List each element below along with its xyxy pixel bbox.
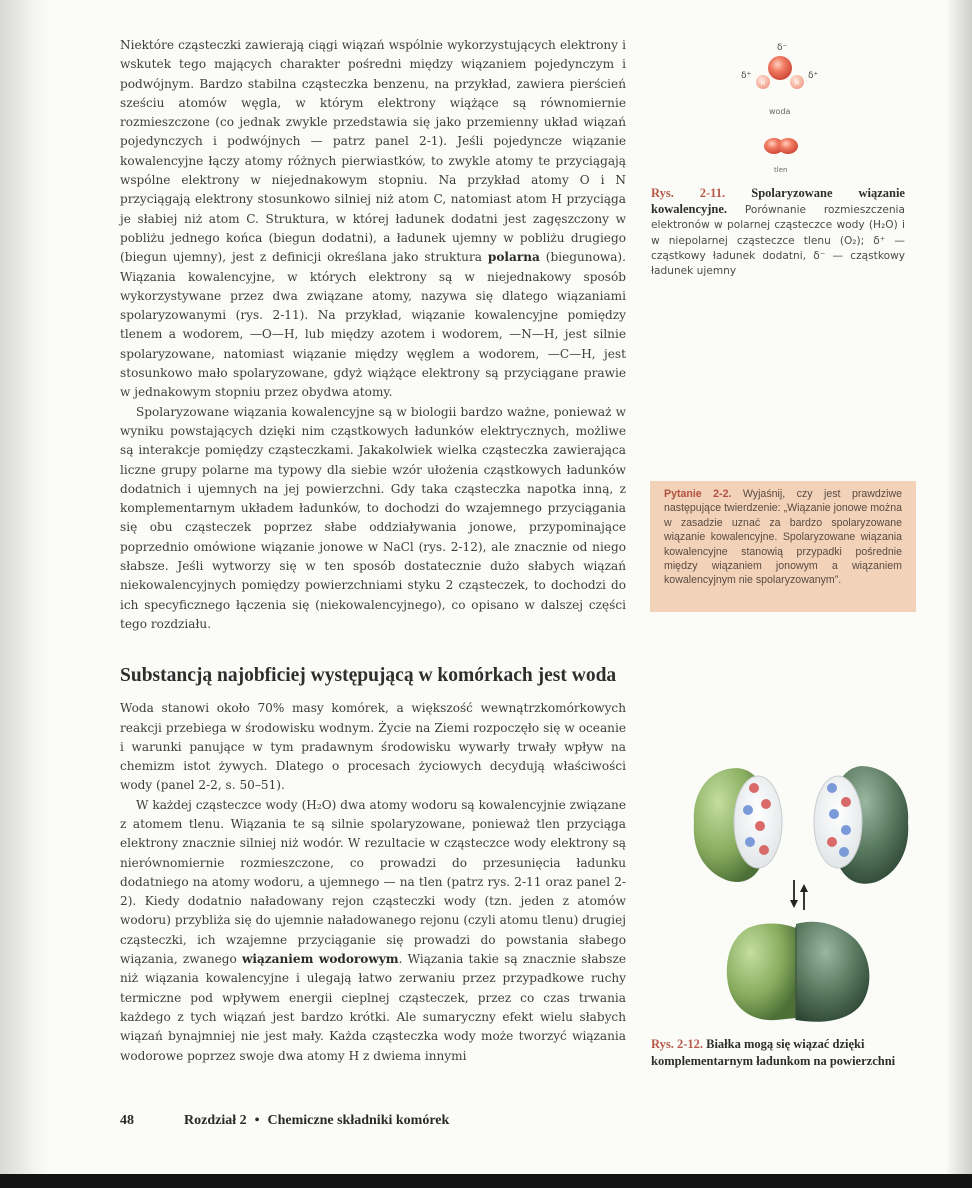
positive-charge xyxy=(841,797,851,807)
delta-plus-left-label: δ⁺ xyxy=(741,71,752,81)
paragraph-hydrogen-bond xyxy=(120,796,626,1066)
positive-charge xyxy=(749,783,759,793)
negative-charge xyxy=(743,805,753,815)
water-oxygen-atom xyxy=(768,56,792,80)
negative-charge xyxy=(839,847,849,857)
section-title: Substancją najobficiej występującą w komórkach jest woda xyxy=(120,665,617,687)
paragraph-polar-bonds xyxy=(120,36,626,403)
negative-charge xyxy=(745,837,755,847)
positive-charge xyxy=(759,845,769,855)
question-label: Pytanie 2-2. xyxy=(664,488,732,500)
negative-charge xyxy=(841,825,851,835)
paragraph-text: . Wiązania takie są znacznie słabsze niż wiązania kowalencyjne i ulegają łatwo zerwaniu przez przypadkowe ruchy termiczne pod wpływem energii cieplnej cząsteczek, przez co czas trwania każdego z tych wiązań jest bardzo krótki. Ale sumaryczny efekt wielu słabych wiązań bynajmniej nie jest mały. Każda cząsteczka wody może tworzyć wiązania wodorowe poprzez swoje dwa atomy H z dwiema innymi xyxy=(120,952,627,1063)
paragraph-text: (biegunowa). Wiązania kowalencyjne, w których elektrony są w niejednakowy sposób wykorzystywane przez dwa związane atomy, nazywa się dlatego wiązaniami spolaryzowanymi (rys. 2-11). Na przykład, wiązanie kowalencyjne pomiędzy tlenem a wodorem, —O—H, lub między azotem i wodorem, —N—H, jest silnie spolaryzowane, natomiast wiązanie między węglem a wodorem, —C—H, jest stosunkowo mało spolaryzowane, gdyż wiążące elektrony są przyciągane prawie w jednakowym stopniu przez obydwa atomy. xyxy=(120,250,626,400)
question-box xyxy=(650,481,916,612)
figure-2-12-proteins xyxy=(688,758,914,1026)
figure-2-11-label: Rys. 2-11. xyxy=(651,186,726,200)
delta-plus-right-label: δ⁺ xyxy=(808,71,819,81)
page-edge-left xyxy=(0,0,50,1188)
complex-left-part xyxy=(727,924,796,1021)
negative-charge xyxy=(829,809,839,819)
chapter-title: Chemiczne składniki komórek xyxy=(267,1113,450,1128)
page-edge-right xyxy=(946,0,972,1188)
paragraph-text: W każdej cząsteczce wody (H₂O) dwa atomy wodoru są kowalencyjnie związane z atomem tlenu. Wiązania te są silnie spolaryzowane, ponieważ tlen przyciąga elektrony znacznie silniej niż wodór. W rezultacie w cząsteczce wody elektrony są nierównomiernie rozmieszczone, co prowadzi do przesunięcia ładunku dodatniego na atomy wodoru, a ujemnego — na tlen (patrz rys. 2-11 oraz panel 2-2). Kiedy dodatnio naładowany rejon cząsteczki wody (tzn. jeden z atomów wodoru) przybliża się do ujemnie naładowanego rejonu (czyli atomu tlenu) drugiej cząsteczki, ich wzajemne przyciąganie się prowadzi do powstania słabego wiązania, zwanego xyxy=(120,797,626,967)
question-text: Wyjaśnij, czy jest prawdziwe następujące twierdzenie: „Wiązanie jonowe można w zasadzie uznać za bardzo spolaryzowane wiązanie kowalencyjne. Spolaryzowane wiązania kowalencyjne stanowią przypadki pośrednie między wiązaniem jonowym a wiązaniem kowalencyjnym nie spolaryzowanym”. xyxy=(664,488,902,587)
figure-2-12-text: Białka mogą się wiązać dzięki komplementarnym ładunkom na powierzchni xyxy=(651,1037,896,1068)
positive-charge xyxy=(761,799,771,809)
figure-2-12-label: Rys. 2-12. xyxy=(651,1037,703,1051)
arrow-down-head xyxy=(790,900,798,908)
chapter-label: Rozdział 2 xyxy=(184,1113,247,1128)
positive-charge xyxy=(827,837,837,847)
arrow-up-head xyxy=(800,884,808,892)
main-text-column xyxy=(120,36,626,1066)
protein-right-surface xyxy=(814,776,862,868)
complex-right-part xyxy=(796,922,869,1022)
figure-2-11-title: Spolaryzowane wiązanie kowalencyjne. xyxy=(651,186,905,217)
paragraph-polarized-biology: Spolaryzowane wiązania kowalencyjne są w biologii bardzo ważne, ponieważ w wyniku powstających dzięki nim cząstkowych ładunków elektrycznych, możliwe są interakcje pomiędzy cząsteczkami. Jakakolwiek wielka cząsteczka zawierająca liczne grupy polarne ma typowy dla siebie wzór ułożenia cząstkowych ładunków dodatnich i ujemnych na jej powierzchni. Gdy taka cząsteczka napotka inną, z komplementarnym układem ładunków, to dochodzi do wzajemnego przyciągania się obu cząsteczek poprzez słabe oddziaływania jonowe, przypominające poprzednio omówione wiązanie jonowe w NaCl (rys. 2-12), ale znacznie od niego słabsze. Jeśli wytworzy się w ten sposób dostatecznie dużo słabych wiązań niekowalencyjnych pomiędzy powierzchniami styku 2 cząsteczek, to dochodzi do ich specyficznego łączenia się (niekowalencyjnego), co opisano w dalszej części tego rozdziału. xyxy=(120,404,626,631)
negative-charge xyxy=(827,783,837,793)
page-footer xyxy=(120,1113,449,1129)
footer-separator: • xyxy=(254,1113,260,1128)
bold-term-hydrogen-bond: wiązaniem wodorowym xyxy=(241,952,399,967)
paragraph-water-intro: Woda stanowi około 70% masy komórek, a większość wewnątrzkomórkowych reakcji przebiega w środowisku wodnym. Życie na Ziemi rozpoczęło się w oceanie i warunki panujące w tym pradawnym środowisku wywarły trwały wpływ na chemizm istot żywych. Dlatego o procesach życiowych decydują właściwości wody (panel 2-2, s. 50–51). xyxy=(120,701,626,793)
label-oxygen: tlen xyxy=(774,166,788,174)
label-water: woda xyxy=(769,107,791,116)
figure-2-11-caption xyxy=(651,186,905,279)
positive-charge xyxy=(755,821,765,831)
figure-2-12-caption xyxy=(651,1036,913,1070)
water-hydrogen-right-label: H xyxy=(794,80,800,87)
figure-2-11-molecules xyxy=(728,38,838,178)
binding-arrows xyxy=(790,880,808,910)
page-number: 48 xyxy=(120,1113,134,1128)
bold-term-polarna: polarna xyxy=(487,250,540,265)
figure-2-11-text: Porównanie rozmieszczenia elektronów w polarnej cząsteczce wody (H₂O) i w niepolarnej cząsteczce tlenu (O₂); δ⁺ — cząstkowy ładunek dodatni, δ⁻ — cząstkowy ładunek ujemny xyxy=(651,204,905,278)
paragraph-text: Niektóre cząsteczki zawierają ciągi wiązań wspólnie wykorzystujących elektrony i wskutek tego mających charakter pośredni między wiązaniem pojedynczym i podwójnym. Bardzo stabilna cząsteczka benzenu, na przykład, zawiera pierścień sześciu atomów węgla, w którym elektrony wiążące są równomiernie rozmieszczone (co jednak zwykle przedstawia się jako przemienny układ wiązań pojedynczych i podwójnych — patrz panel 2-1). Jeśli pojedyncze wiązanie kowalencyjne łączy atomy różnych pierwiastków, to zwykle atomy te przyciągają wspólne elektrony w niejednakowym stopniu. Na przykład atomy O i N przyciągają elektrony stosunkowo silniej niż atom C, natomiast atom H przyciąga je słabiej niż atom C. Struktura, w której ładunek dodatni jest zagęszczony w pobliżu jednego końca (biegun dodatni), a ładunek ujemny w pobliżu drugiego (biegun ujemny), jest z definicji określana jako struktura xyxy=(120,38,626,265)
water-hydrogen-left-label: H xyxy=(760,80,766,87)
page-bottom-edge xyxy=(0,1174,972,1188)
delta-minus-label: δ⁻ xyxy=(777,43,788,53)
oxygen-molecule-right xyxy=(778,138,798,154)
